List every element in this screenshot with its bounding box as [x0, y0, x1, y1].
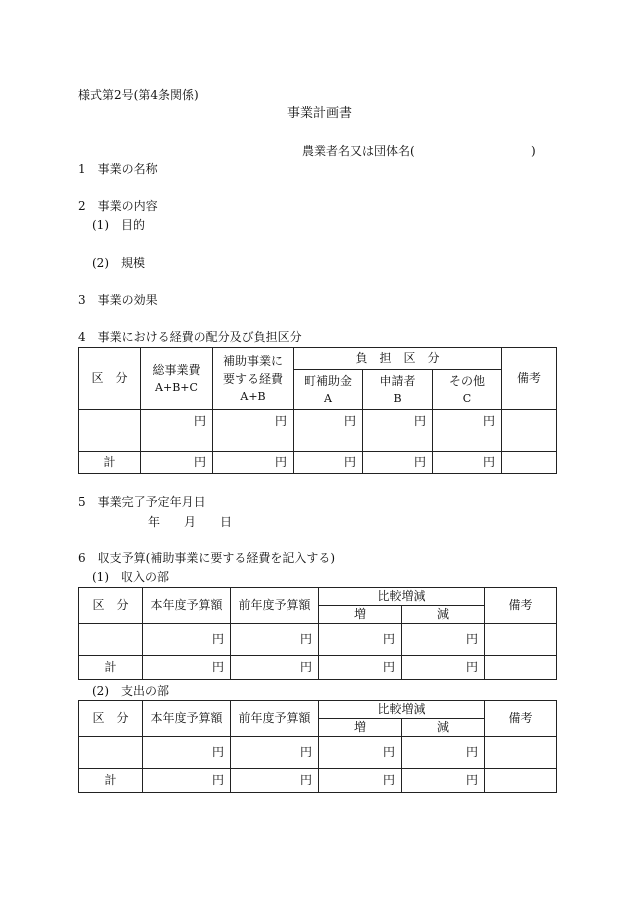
- section-2-heading: 2 事業の内容: [78, 199, 158, 213]
- section-5-heading: 5 事業完了予定年月日: [78, 495, 206, 509]
- section-6-1-heading: (1) 収入の部: [92, 570, 169, 584]
- cell-remarks[interactable]: [485, 624, 557, 656]
- table-total-row: [79, 452, 557, 474]
- section-6-heading: 6 収支予算(補助事業に要する経費を記入する): [78, 551, 335, 565]
- cell-category[interactable]: [79, 410, 141, 452]
- header-increase: 増: [319, 719, 402, 737]
- cell-unit[interactable]: 円: [319, 624, 402, 656]
- header-comparison: 比較増減: [319, 588, 485, 606]
- cell-unit[interactable]: 円: [319, 769, 402, 793]
- cell-remarks[interactable]: [485, 769, 557, 793]
- cell-unit[interactable]: 円: [402, 624, 485, 656]
- header-other: その他 C: [433, 370, 502, 410]
- header-burden-division: 負 担 区 分: [294, 348, 502, 370]
- applicant-close-paren: ): [531, 144, 536, 158]
- header-decrease: 減: [402, 719, 485, 737]
- header-increase: 増: [319, 606, 402, 624]
- header-this-year-budget: 本年度予算額: [143, 588, 231, 624]
- cell-unit[interactable]: 円: [294, 410, 363, 452]
- header-category: 区 分: [79, 348, 141, 410]
- table-row: [79, 737, 557, 769]
- cell-remarks[interactable]: [502, 452, 557, 474]
- cell-unit[interactable]: 円: [319, 737, 402, 769]
- date-month: 月: [184, 515, 197, 529]
- section-2-1-heading: (1) 目的: [92, 218, 145, 232]
- cell-total-label: 計: [79, 656, 143, 680]
- header-last-year-budget: 前年度予算額: [231, 588, 319, 624]
- header-applicant: 申請者 B: [363, 370, 433, 410]
- header-remarks: 備考: [485, 588, 557, 624]
- header-this-year-budget: 本年度予算額: [143, 701, 231, 737]
- cell-unit[interactable]: 円: [402, 769, 485, 793]
- cell-unit[interactable]: 円: [363, 452, 433, 474]
- date-day: 日: [220, 515, 233, 529]
- form-number: 様式第2号(第4条関係): [78, 88, 199, 102]
- table-total-row: [79, 656, 557, 680]
- cell-unit[interactable]: 円: [143, 769, 231, 793]
- cell-unit[interactable]: 円: [141, 452, 213, 474]
- document-title: 事業計画書: [287, 106, 353, 121]
- cell-unit[interactable]: 円: [213, 410, 294, 452]
- cell-unit[interactable]: 円: [433, 452, 502, 474]
- header-subsidy-cost: 補助事業に 要する経費 A+B: [213, 348, 294, 410]
- section-1-heading: 1 事業の名称: [78, 162, 158, 176]
- cell-unit[interactable]: 円: [231, 624, 319, 656]
- cell-unit[interactable]: 円: [402, 737, 485, 769]
- header-decrease: 減: [402, 606, 485, 624]
- cell-unit[interactable]: 円: [213, 452, 294, 474]
- table-row: [79, 624, 557, 656]
- header-total-cost: 総事業費 A+B+C: [141, 348, 213, 410]
- header-town-subsidy: 町補助金 A: [294, 370, 363, 410]
- cell-unit[interactable]: 円: [231, 769, 319, 793]
- cell-unit[interactable]: 円: [143, 624, 231, 656]
- cell-unit[interactable]: 円: [402, 656, 485, 680]
- cell-category[interactable]: [79, 737, 143, 769]
- cell-unit[interactable]: 円: [143, 737, 231, 769]
- cell-category[interactable]: [79, 624, 143, 656]
- cell-unit[interactable]: 円: [231, 737, 319, 769]
- header-remarks: 備考: [485, 701, 557, 737]
- table-row: [79, 410, 557, 452]
- cell-unit[interactable]: 円: [141, 410, 213, 452]
- cell-unit[interactable]: 円: [319, 656, 402, 680]
- cell-unit[interactable]: 円: [294, 452, 363, 474]
- cell-remarks[interactable]: [502, 410, 557, 452]
- section-2-2-heading: (2) 規模: [92, 256, 145, 270]
- cell-unit[interactable]: 円: [363, 410, 433, 452]
- section-4-heading: 4 事業における経費の配分及び負担区分: [78, 330, 302, 344]
- cell-total-label: 計: [79, 452, 141, 474]
- cell-remarks[interactable]: [485, 656, 557, 680]
- header-category: 区 分: [79, 701, 143, 737]
- cell-total-label: 計: [79, 769, 143, 793]
- section-3-heading: 3 事業の効果: [78, 293, 158, 307]
- table-total-row: [79, 769, 557, 793]
- header-last-year-budget: 前年度予算額: [231, 701, 319, 737]
- cell-unit[interactable]: 円: [143, 656, 231, 680]
- expense-allocation-table: [78, 347, 557, 474]
- section-6-2-heading: (2) 支出の部: [92, 684, 169, 698]
- header-comparison: 比較増減: [319, 701, 485, 719]
- cell-unit[interactable]: 円: [433, 410, 502, 452]
- date-year: 年: [148, 515, 161, 529]
- header-category: 区 分: [79, 588, 143, 624]
- cell-unit[interactable]: 円: [231, 656, 319, 680]
- expenditure-budget-table: [78, 700, 557, 793]
- header-remarks: 備考: [502, 348, 557, 410]
- cell-remarks[interactable]: [485, 737, 557, 769]
- applicant-label: 農業者名又は団体名(: [302, 144, 415, 158]
- income-budget-table: [78, 587, 557, 680]
